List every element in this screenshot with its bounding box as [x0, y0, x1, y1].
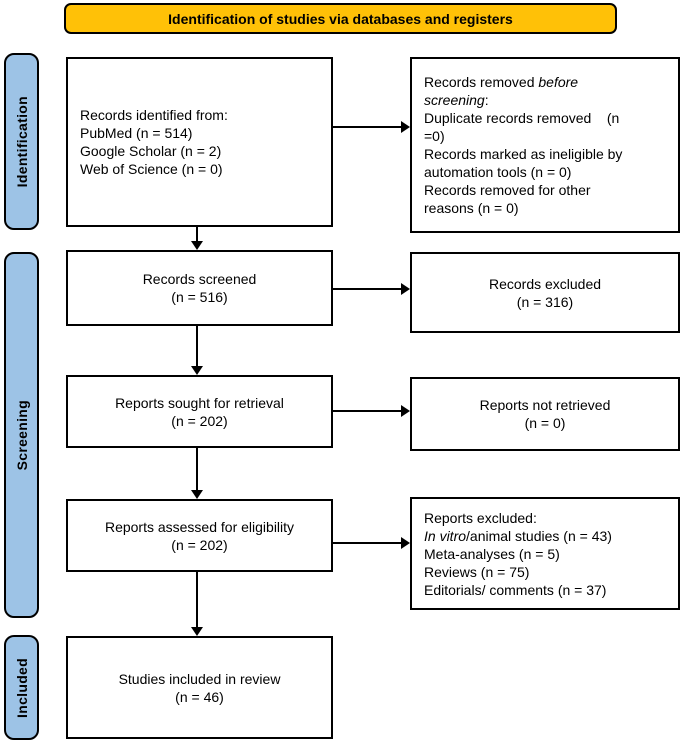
records-removed-duplicates-line1: Duplicate records removed (n: [424, 110, 620, 126]
banner-label: Identification of studies via databases and registers: [168, 10, 513, 27]
box-records-screened: [66, 250, 333, 326]
arrow-right-assessed-to-excluded: [333, 542, 401, 544]
records-removed-title-italic: before: [538, 74, 579, 90]
records-screened-label: Records screened: [142, 271, 257, 287]
reports-not-retrieved-count: (n = 0): [524, 415, 566, 431]
box-reports-not-retrieved: [410, 377, 680, 451]
records-identified-pubmed: PubMed (n = 514): [80, 125, 193, 141]
stage-screening-label: Screening: [13, 399, 30, 471]
records-identified-google-scholar: Google Scholar (n = 2): [80, 143, 222, 159]
stage-identification-label: Identification: [13, 95, 30, 188]
stage-identification: [4, 53, 39, 230]
reports-assessed-count: (n = 202): [171, 536, 228, 553]
box-records-removed-before-screening: [410, 57, 680, 233]
arrow-down-identified-to-screened: [196, 227, 198, 241]
reports-excluded-reviews: Reviews (n = 75): [424, 563, 530, 580]
box-records-identified: [66, 57, 333, 227]
reports-excluded-editorials: Editorials/ comments (n = 37): [424, 581, 607, 598]
stage-included-label: Included: [13, 657, 30, 718]
studies-included-count: (n = 46): [175, 688, 224, 705]
box-records-excluded: [410, 252, 680, 333]
reports-not-retrieved-label: Reports not retrieved: [479, 397, 611, 413]
arrow-right-identified-to-removed: [333, 126, 401, 128]
banner-identification-via-databases: [64, 3, 617, 34]
reports-excluded-title: Reports excluded:: [424, 509, 537, 526]
arrow-right-sought-to-not-retrieved: [333, 410, 401, 412]
records-removed-title-colon: :: [484, 92, 489, 108]
records-removed-duplicates-line2: =0): [424, 128, 445, 144]
records-removed-title-line1: [424, 73, 672, 91]
records-identified-title: Records identified from:: [80, 107, 228, 123]
records-excluded-count: (n = 316): [516, 293, 574, 310]
arrow-down-sought-to-assessed: [196, 448, 198, 490]
box-reports-sought-for-retrieval: [66, 375, 333, 448]
records-removed-title-line2: [424, 91, 672, 109]
box-studies-included-in-review: [66, 636, 333, 739]
reports-excluded-invitro-rest: /animal studies (n = 43): [466, 527, 612, 544]
reports-assessed-label: Reports assessed for eligibility: [104, 518, 295, 535]
records-removed-title-italic2: screening: [424, 92, 485, 108]
reports-sought-count: (n = 202): [171, 412, 228, 429]
box-reports-assessed-for-eligibility: [66, 499, 333, 572]
records-removed-other-line2: reasons (n = 0): [424, 200, 519, 216]
arrow-right-screened-to-excluded: [333, 288, 401, 290]
reports-sought-label: Reports sought for retrieval: [115, 394, 284, 411]
records-removed-other-line1: Records removed for other: [424, 182, 591, 198]
reports-excluded-invitro-italic: In vitro: [424, 527, 467, 544]
records-removed-title-normal: Records removed: [424, 74, 539, 90]
studies-included-label: Studies included in review: [118, 670, 281, 687]
records-identified-web-of-science: Web of Science (n = 0): [80, 161, 223, 177]
records-removed-automation-line2: automation tools (n = 0): [424, 164, 572, 180]
reports-excluded-invitro: [424, 527, 672, 545]
arrow-down-screened-to-sought: [196, 326, 198, 366]
arrow-down-assessed-to-included: [196, 572, 198, 627]
box-reports-excluded: [410, 497, 680, 610]
reports-excluded-meta-analyses: Meta-analyses (n = 5): [424, 545, 560, 562]
records-excluded-label: Records excluded: [488, 275, 602, 292]
records-screened-count: (n = 516): [171, 289, 228, 305]
stage-included: [4, 635, 39, 740]
stage-screening: [4, 252, 39, 618]
records-removed-automation-line1: Records marked as ineligible by: [424, 146, 623, 162]
